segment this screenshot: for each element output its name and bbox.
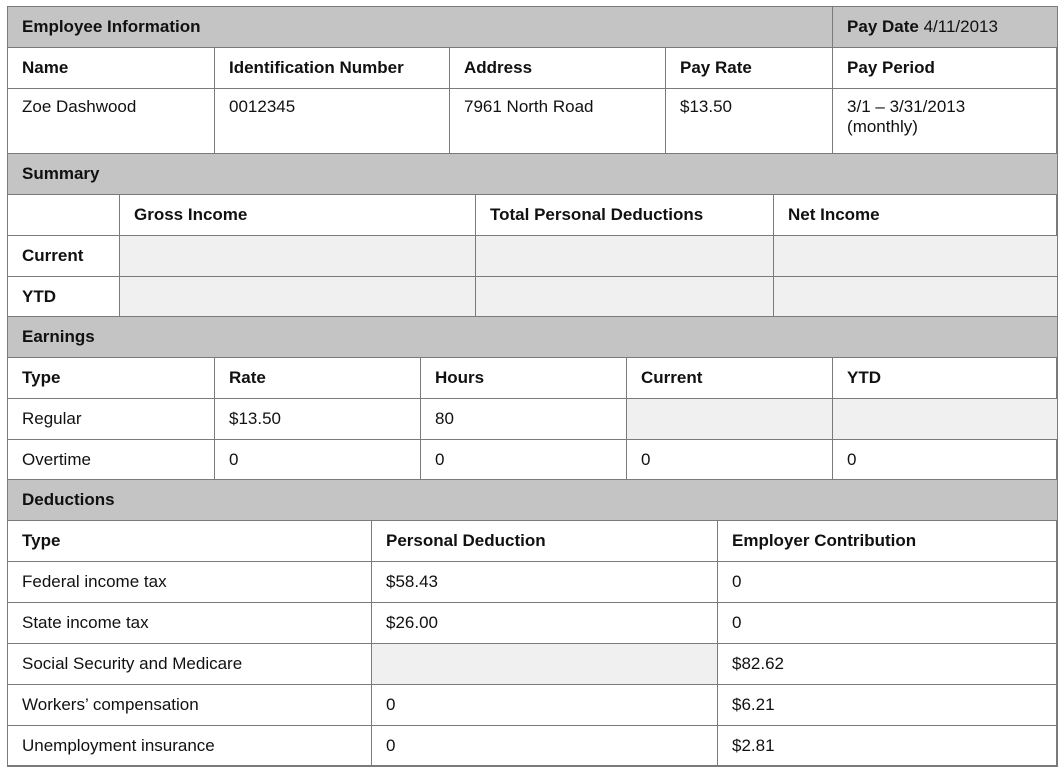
deduction-employer: 0	[718, 603, 1058, 644]
row-label-ytd: YTD	[8, 277, 120, 318]
col-header-net-income: Net Income	[774, 195, 1058, 236]
col-header-ytd: YTD	[833, 358, 1058, 399]
pay-date	[833, 7, 1058, 48]
col-header-employer-contribution: Employer Contribution	[718, 521, 1058, 562]
earnings-hours: 80	[421, 399, 627, 440]
earnings-rate: $13.50	[215, 399, 421, 440]
col-header-hours: Hours	[421, 358, 627, 399]
summary-current-net	[774, 236, 1058, 277]
earnings-title: Earnings	[8, 317, 1058, 358]
employee-pay-period	[833, 89, 1058, 155]
employee-info-section	[7, 6, 1057, 155]
table-row	[8, 685, 1058, 726]
deduction-employer: $6.21	[718, 685, 1058, 726]
deduction-personal: 0	[372, 685, 718, 726]
summary-current-deductions	[476, 236, 774, 277]
summary-title: Summary	[8, 154, 1058, 195]
pay-stub	[7, 6, 1057, 766]
summary-ytd-net	[774, 277, 1058, 318]
earnings-type: Overtime	[8, 440, 215, 481]
col-header-gross-income: Gross Income	[120, 195, 476, 236]
deduction-type: State income tax	[8, 603, 372, 644]
pay-period-line1: 3/1 – 3/31/2013	[847, 97, 966, 116]
employee-name: Zoe Dashwood	[8, 89, 215, 155]
deduction-type: Workers’ compensation	[8, 685, 372, 726]
deduction-personal	[372, 644, 718, 685]
col-header-id: Identification Number	[215, 48, 450, 89]
pay-date-label: Pay Date	[847, 17, 919, 36]
earnings-ytd: 0	[833, 440, 1058, 481]
deduction-employer: $82.62	[718, 644, 1058, 685]
table-row	[8, 726, 1058, 767]
table-row	[8, 644, 1058, 685]
earnings-hours: 0	[421, 440, 627, 481]
summary-ytd-gross	[120, 277, 476, 318]
summary-section	[7, 153, 1057, 318]
summary-corner	[8, 195, 120, 236]
col-header-deduction-type: Type	[8, 521, 372, 562]
col-header-total-deductions: Total Personal Deductions	[476, 195, 774, 236]
row-label-current: Current	[8, 236, 120, 277]
col-header-name: Name	[8, 48, 215, 89]
earnings-current	[627, 399, 833, 440]
earnings-rate: 0	[215, 440, 421, 481]
deduction-personal: $26.00	[372, 603, 718, 644]
earnings-type: Regular	[8, 399, 215, 440]
deduction-employer: 0	[718, 562, 1058, 603]
earnings-section	[7, 316, 1057, 481]
table-row	[8, 603, 1058, 644]
summary-current-gross	[120, 236, 476, 277]
employee-address: 7961 North Road	[450, 89, 666, 155]
deductions-title: Deductions	[8, 480, 1058, 521]
earnings-current: 0	[627, 440, 833, 481]
deduction-type: Federal income tax	[8, 562, 372, 603]
col-header-rate: Rate	[215, 358, 421, 399]
deduction-employer: $2.81	[718, 726, 1058, 767]
employee-pay-rate: $13.50	[666, 89, 833, 155]
summary-ytd-deductions	[476, 277, 774, 318]
col-header-address: Address	[450, 48, 666, 89]
deduction-personal: $58.43	[372, 562, 718, 603]
deduction-type: Unemployment insurance	[8, 726, 372, 767]
col-header-current: Current	[627, 358, 833, 399]
table-row	[8, 399, 1058, 440]
deductions-section	[7, 479, 1057, 767]
pay-period-line2: (monthly)	[847, 117, 918, 136]
table-row	[8, 562, 1058, 603]
employee-info-title: Employee Information	[8, 7, 833, 48]
col-header-type: Type	[8, 358, 215, 399]
deduction-type: Social Security and Medicare	[8, 644, 372, 685]
earnings-ytd	[833, 399, 1058, 440]
col-header-pay-period: Pay Period	[833, 48, 1058, 89]
table-row	[8, 440, 1058, 481]
col-header-pay-rate: Pay Rate	[666, 48, 833, 89]
deduction-personal: 0	[372, 726, 718, 767]
pay-date-value: 4/11/2013	[923, 17, 998, 36]
col-header-personal-deduction: Personal Deduction	[372, 521, 718, 562]
employee-id: 0012345	[215, 89, 450, 155]
